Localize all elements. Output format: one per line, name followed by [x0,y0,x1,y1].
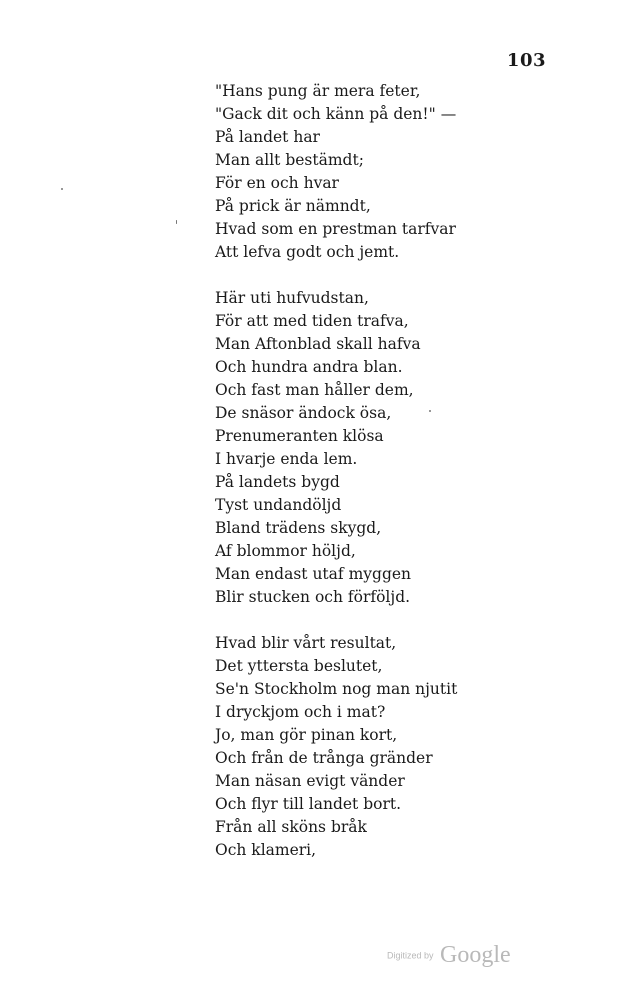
stanza-2 [215,287,457,609]
scan-speck [61,188,63,190]
stanza-3 [215,632,457,862]
poem-line: Och flyr till landet bort. [215,795,402,813]
poem-line: På landets bygd [215,473,340,491]
poem-line: Och från de trånga gränder [215,749,433,767]
poem-line: På prick är nämndt, [215,197,371,215]
scan-speck [176,220,177,224]
poem-line: Och klameri, [215,841,317,859]
poem-line: Det yttersta beslutet, [215,657,383,675]
poem-line: Man allt bestämdt; [215,151,364,169]
scan-speck [429,410,431,412]
poem-line: För att med tiden trafva, [215,312,409,330]
poem-line: Här uti hufvudstan, [215,289,369,307]
poem-line: Från all sköns bråk [215,818,367,836]
poem-line: Man näsan evigt vänder [215,772,405,790]
poem-line: "Hans pung är mera feter, [215,82,421,100]
page-number: 103 [506,50,546,71]
poem-line: Tyst undandöljd [215,496,342,514]
poem-text [215,80,457,862]
poem-line: För en och hvar [215,174,339,192]
google-logo: Google [439,942,511,968]
poem-line: "Gack dit och känn på den!" — [215,105,457,123]
poem-line: I dryckjom och i mat? [215,703,386,721]
digitized-by-google-watermark [387,942,511,969]
poem-line: Prenumeranten klösa [215,427,384,445]
poem-line: Hvad som en prestman tarfvar [215,220,456,238]
poem-line: De snäsor ändock ösa, [215,404,392,422]
poem-line: Hvad blir vårt resultat, [215,634,397,652]
poem-line: I hvarje enda lem. [215,450,358,468]
poem-line: Och fast man håller dem, [215,381,414,399]
poem-line: Att lefva godt och jemt. [215,243,400,261]
poem-line: Jo, man gör pinan kort, [215,726,398,744]
poem-line: Och hundra andra blan. [215,358,403,376]
watermark-prefix: Digitized by [387,950,434,961]
poem-line: Se'n Stockholm nog man njutit [215,680,458,698]
poem-line: Blir stucken och förföljd. [215,588,411,606]
stanza-1 [215,80,457,264]
poem-line: Bland trädens skygd, [215,519,382,537]
poem-line: Af blommor höljd, [215,542,356,560]
poem-line: Man endast utaf myggen [215,565,412,583]
poem-line: På landet har [215,128,320,146]
poem-line: Man Aftonblad skall hafva [215,335,421,353]
